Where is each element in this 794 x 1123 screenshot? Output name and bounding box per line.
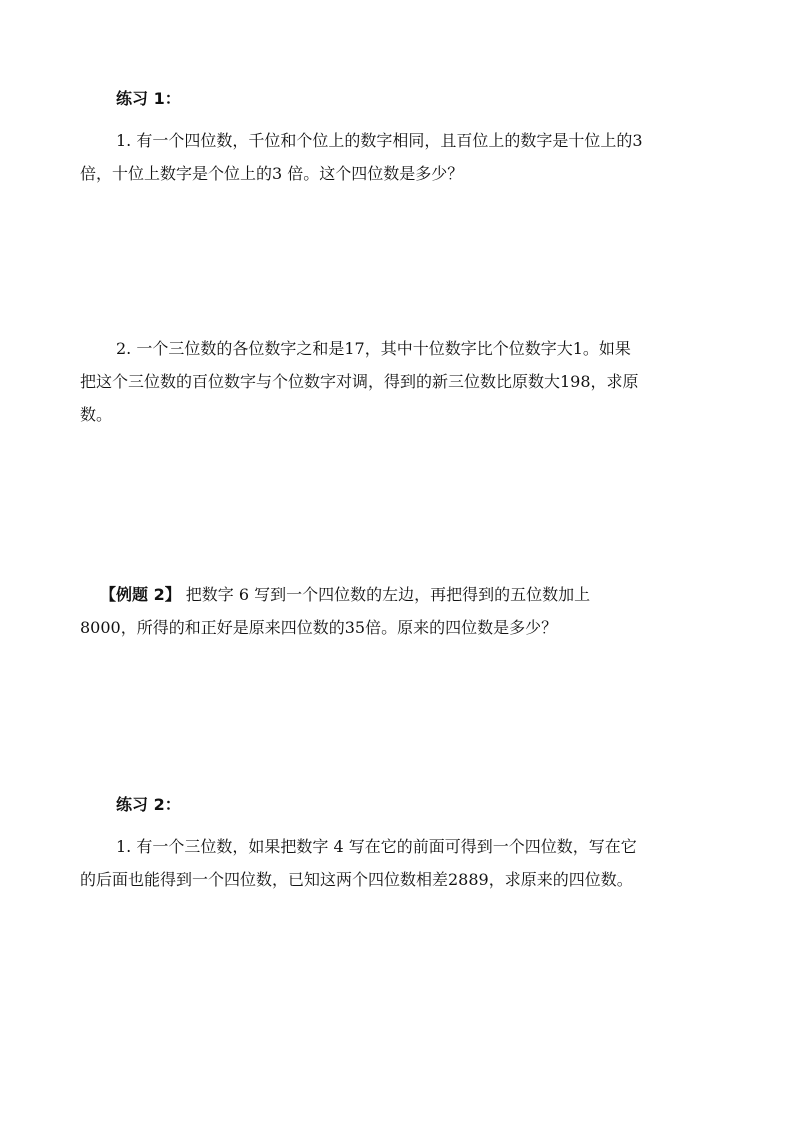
exercise-1-problem-1-line-2: 倍，十位上数字是个位上的3 倍。这个四位数是多少？ xyxy=(80,164,464,183)
exercise-1-problem-2 xyxy=(80,332,720,431)
exercise-1-heading: 练习 1： xyxy=(116,89,181,108)
example-2-line-1 xyxy=(80,578,720,611)
exercise-1-problem-2-line-2: 把这个三位数的百位数字与个位数字对调，得到的新三位数比原数大198，求原 xyxy=(80,372,639,391)
example-2-line-2: 8000，所得的和正好是原来四位数的35倍。原来的四位数是多少？ xyxy=(80,618,558,637)
example-2 xyxy=(80,578,720,644)
exercise-2-problem-1-line-2: 的后面也能得到一个四位数，已知这两个四位数相差2889，求原来的四位数。 xyxy=(80,870,633,889)
exercise-2-problem-1-line-1: 1. 有一个三位数，如果把数字 4 写在它的前面可得到一个四位数，写在它 xyxy=(116,837,637,856)
exercise-1-problem-1-line-1: 1. 有一个四位数，千位和个位上的数字相同，且百位上的数字是十位上的3 xyxy=(116,131,643,150)
exercise-1-problem-1 xyxy=(80,124,720,190)
example-2-line-1-text: 把数字 6 写到一个四位数的左边，再把得到的五位数加上 xyxy=(180,585,591,604)
exercise-2-heading: 练习 2： xyxy=(116,795,181,814)
exercise-1-problem-2-line-3: 数。 xyxy=(80,405,113,424)
exercise-2-problem-1 xyxy=(80,830,720,896)
exercise-1-problem-2-line-1: 2. 一个三位数的各位数字之和是17，其中十位数字比个位数字大1。如果 xyxy=(116,339,631,358)
example-2-tag: 【例题 2】 xyxy=(100,585,181,604)
